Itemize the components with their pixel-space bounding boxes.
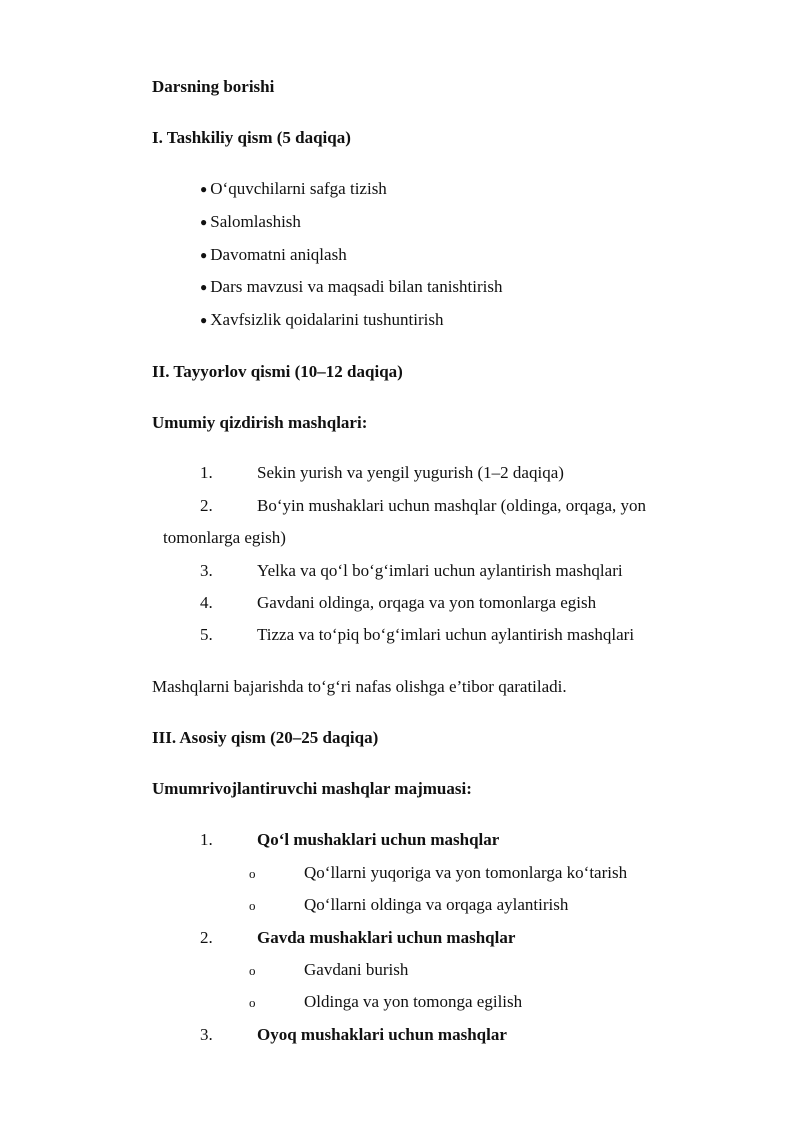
sub-list-item: Qo‘llarni yuqoriga va yon tomonlarga ko‘tarish [304,863,628,882]
list-number: 2. [200,496,213,515]
lesson-title: Darsning borishi [152,77,275,96]
bullet-icon: ● [200,280,208,294]
section2-subheading: Umumiy qizdirish mashqlari: [152,413,368,432]
bullet-icon: ● [200,313,208,327]
sub-list-item: Qo‘llarni oldinga va orqaga aylantirish [304,895,569,914]
list-item: Yelka va qo‘l bo‘g‘imlari uchun aylantirish mashqlari [257,561,623,580]
list-item: ● Xavfsizlik qoidalarini tushuntirish [200,310,444,329]
group-title: Oyoq mushaklari uchun mashqlar [257,1025,507,1044]
sub-list-item: Gavdani burish [304,960,409,979]
list-item: Sekin yurish va yengil yugurish (1–2 daqiqa) [257,463,564,482]
section2-note: Mashqlarni bajarishda to‘g‘ri nafas olishga e’tibor qaratiladi. [152,677,567,696]
list-item: Gavdani oldinga, orqaga va yon tomonlarga egish [257,593,597,612]
bullet-icon: ● [200,215,208,229]
group-title: Gavda mushaklari uchun mashqlar [257,928,516,947]
list-number: 2. [200,928,213,947]
list-number: 3. [200,561,213,580]
list-number: 1. [200,830,213,849]
list-item-continuation: tomonlarga egish) [163,528,286,547]
list-number: 5. [200,625,213,644]
section3-heading: III. Asosiy qism (20–25 daqiqa) [152,728,379,747]
sub-bullet-icon: o [249,866,256,881]
sub-list-item: Oldinga va yon tomonga egilish [304,992,523,1011]
section2-heading: II. Tayyorlov qismi (10–12 daqiqa) [152,362,403,381]
section1-heading: I. Tashkiliy qism (5 daqiqa) [152,128,351,147]
list-item: ● Dars mavzusi va maqsadi bilan tanishtirish [200,277,503,296]
sub-bullet-icon: o [249,898,256,913]
bullet-icon: ● [200,182,208,196]
list-item: Bo‘yin mushaklari uchun mashqlar (oldinga, orqaga, yon [257,496,647,515]
section3-subheading: Umumrivojlantiruvchi mashqlar majmuasi: [152,779,472,798]
list-number: 3. [200,1025,213,1044]
sub-bullet-icon: o [249,995,256,1010]
list-number: 1. [200,463,213,482]
bullet-icon: ● [200,248,208,262]
list-item: Tizza va to‘piq bo‘g‘imlari uchun aylantirish mashqlari [257,625,635,644]
list-item: ● Salomlashish [200,212,301,231]
list-number: 4. [200,593,213,612]
list-item: ● Davomatni aniqlash [200,245,347,264]
sub-bullet-icon: o [249,963,256,978]
group-title: Qo‘l mushaklari uchun mashqlar [257,830,500,849]
list-item: ● O‘quvchilarni safga tizish [200,179,387,198]
